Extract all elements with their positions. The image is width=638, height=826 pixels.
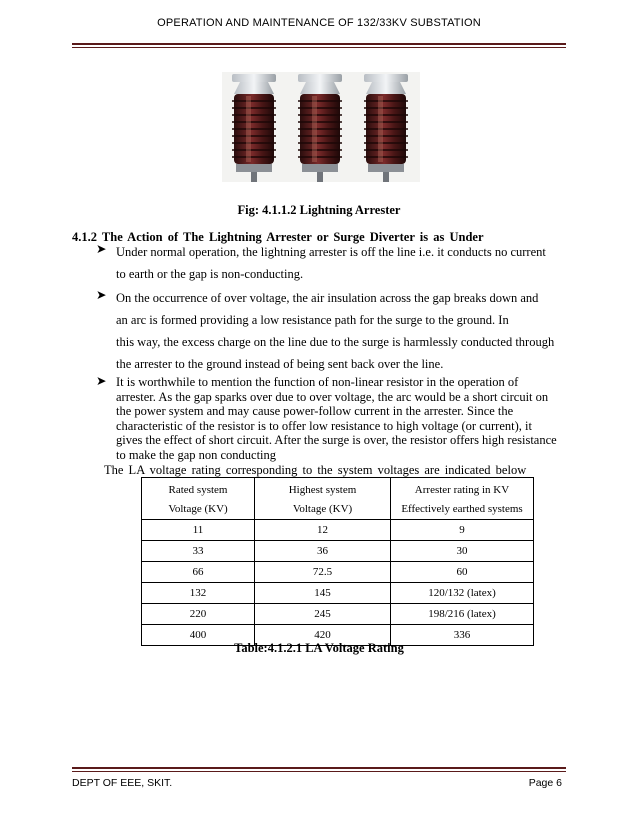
table-intro: The LA voltage rating corresponding to the system voltages are indicated below (104, 463, 527, 477)
footer-rule (72, 767, 566, 769)
la-voltage-table (141, 477, 534, 646)
table-cell: 9 (391, 520, 534, 541)
header-line: Arrester rating in KV (414, 484, 510, 496)
footer-rule-thin (72, 771, 566, 772)
header-line: Rated system (168, 484, 228, 496)
header-line: Voltage (KV) (168, 503, 228, 515)
bullet-line: Under normal operation, the lightning arrester is off the line i.e. it conducts no current (116, 245, 546, 259)
bullet-item (116, 375, 560, 462)
table-cell: 11 (142, 520, 255, 541)
bullet-line: an arc is formed providing a low resistance path for the surge to the ground. In (116, 313, 509, 327)
header-line: Effectively earthed systems (401, 503, 523, 515)
header-rule-thin (72, 47, 566, 48)
header-line: Voltage (KV) (292, 503, 353, 515)
arrow-bullet-icon: ➤ (96, 374, 107, 388)
header-line: Highest system (288, 484, 357, 496)
table-row (142, 604, 534, 625)
table-row (142, 562, 534, 583)
arrow-bullet-icon: ➤ (96, 242, 107, 256)
bullet-item (116, 241, 560, 285)
table-cell: 120/132 (latex) (391, 583, 534, 604)
table-row (142, 520, 534, 541)
table-caption: Table:4.1.2.1 LA Voltage Rating (234, 641, 404, 655)
bullet-item (116, 287, 560, 375)
table-header-cell (142, 478, 255, 520)
bullet-line: to make the gap non conducting (116, 447, 277, 462)
table-header-cell (255, 478, 391, 520)
table-cell: 220 (142, 604, 255, 625)
table-cell: 36 (255, 541, 391, 562)
table-cell: 72.5 (255, 562, 391, 583)
lightning-arrester-image (222, 72, 420, 182)
section-heading: 4.1.2 The Action of The Lightning Arrester or Surge Diverter is as Under (72, 230, 484, 244)
table-header-cell (391, 478, 534, 520)
bullet-line: On the occurrence of over voltage, the air insulation across the gap breaks down and (116, 291, 539, 305)
bullet-line: characteristic of the resistor is to offer low resistance to high voltage (or current), it (116, 418, 532, 433)
header-rule (72, 43, 566, 45)
table-cell: 420 (255, 625, 391, 646)
table-cell: 12 (255, 520, 391, 541)
footer-department: DEPT OF EEE, SKIT. (72, 777, 173, 789)
bullet-line: to earth or the gap is non-conducting. (116, 267, 304, 281)
page-header: OPERATION AND MAINTENANCE OF 132/33KV SUBSTATION (157, 17, 481, 29)
table-cell: 400 (142, 625, 255, 646)
lightning-arrester-illustration (222, 72, 420, 182)
table-cell: 336 (391, 625, 534, 646)
bullet-line: gives the effect of short circuit. After the surge is over, the resistor offers high resistance (116, 433, 557, 447)
bullet-line: the power system and may cause power-follow current in the arrester. Since the (116, 404, 514, 418)
footer-page-number: Page 6 (528, 777, 562, 789)
table-cell: 245 (255, 604, 391, 625)
bullet-line: the arrester to the ground instead of being sent back over the line. (116, 357, 444, 371)
bullet-line: this way, the excess charge on the line due to the surge is harmlessly conducted through (116, 335, 555, 349)
table-cell: 145 (255, 583, 391, 604)
figure-caption: Fig: 4.1.1.2 Lightning Arrester (237, 203, 401, 217)
bullet-line: arrester. As the gap sparks over due to over voltage, the arc would be a short circuit on (116, 389, 549, 404)
bullet-line: It is worthwhile to mention the function of non-linear resistor in the operation of (116, 375, 519, 389)
table-header-row (142, 478, 534, 520)
table-cell: 30 (391, 541, 534, 562)
table-cell: 132 (142, 583, 255, 604)
table-cell: 198/216 (latex) (391, 604, 534, 625)
table-cell: 60 (391, 562, 534, 583)
table-cell: 66 (142, 562, 255, 583)
table-row (142, 541, 534, 562)
arrow-bullet-icon: ➤ (96, 288, 107, 302)
table-cell: 33 (142, 541, 255, 562)
table-row (142, 583, 534, 604)
